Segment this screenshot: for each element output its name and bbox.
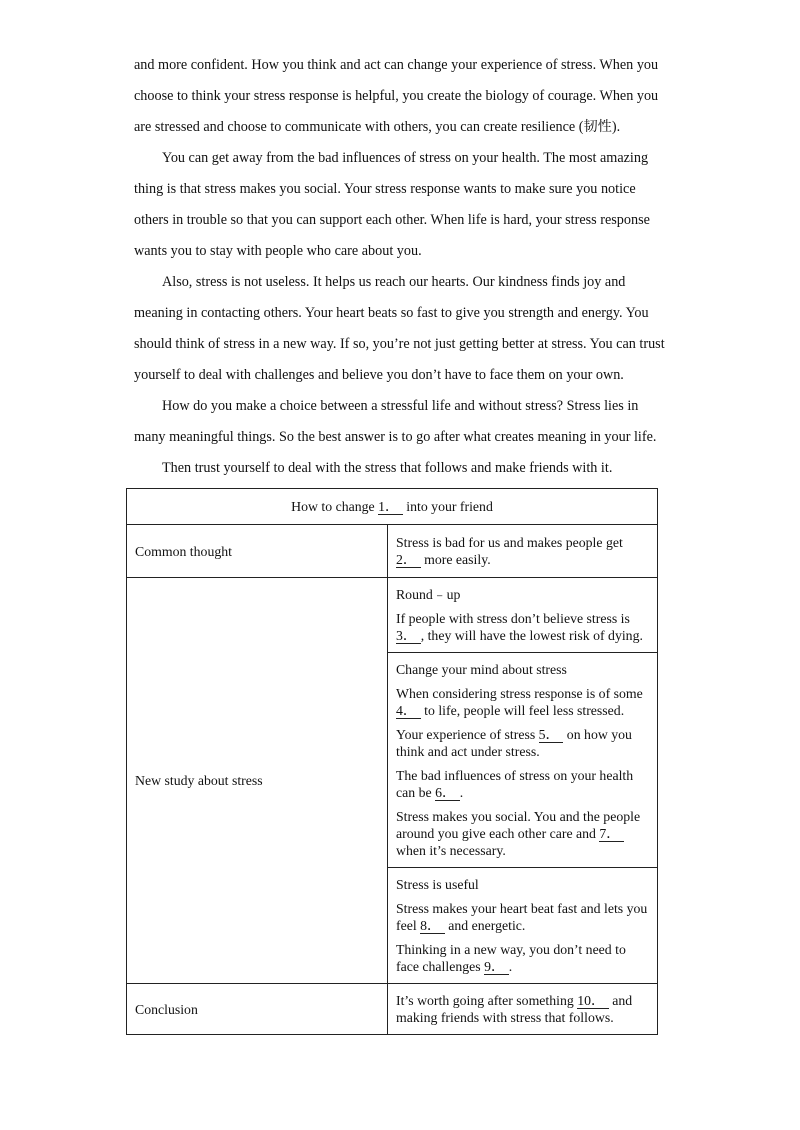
cell-text: on how you think and act under stress.	[395, 727, 632, 759]
cell-text: and energetic.	[444, 918, 526, 933]
conclusion-cell	[387, 984, 657, 1035]
cell-text: when it’s necessary.	[395, 843, 506, 858]
passage-line: thing is that stress makes you social. Your stress response wants to make sure you notice	[134, 181, 636, 197]
stress-useful-text	[396, 900, 649, 934]
cell-text: more easily.	[420, 552, 491, 567]
stress-useful-heading: Stress is useful	[395, 877, 479, 892]
new-study-label: New study about stress	[127, 578, 388, 984]
table-row	[127, 984, 658, 1035]
cell-text: Stress makes you social. You and the people around you give each other care and	[395, 809, 641, 841]
cell-text: .	[459, 785, 464, 800]
stress-useful-cell	[387, 868, 657, 984]
title-text: How to change	[291, 499, 379, 514]
table-title-row	[127, 489, 658, 525]
cell-text: When considering stress response is of some	[395, 686, 643, 701]
passage-line: are stressed and choose to communicate with others, you can create resilience (韧性).	[134, 119, 621, 135]
table-row	[127, 525, 658, 578]
cell-text: If people with stress don’t believe stress is	[395, 611, 630, 626]
common-thought-label: Common thought	[127, 525, 388, 578]
passage-line: and more confident. How you think and act can change your experience of stress. When you	[134, 57, 659, 73]
common-thought-cell	[387, 525, 657, 578]
cell-text: .	[508, 959, 513, 974]
passage-line: yourself to deal with challenges and believe you don’t have to face them on your own.	[134, 367, 624, 383]
change-mind-cell	[387, 653, 657, 868]
blank-2[interactable]: 2．	[396, 553, 421, 568]
passage-line: Also, stress is not useless. It helps us reach our hearts. Our kindness finds joy and	[162, 274, 626, 290]
stress-useful-text	[396, 941, 649, 975]
blank-5[interactable]: 5．	[539, 728, 564, 743]
passage-line: How do you make a choice between a stressful life and without stress? Stress lies in	[162, 398, 639, 414]
change-mind-heading: Change your mind about stress	[395, 662, 567, 677]
blank-4[interactable]: 4．	[396, 704, 421, 719]
change-mind-text	[396, 685, 649, 719]
title-text: into your friend	[402, 499, 493, 514]
passage-line: should think of stress in a new way. If so, you’re not just getting better at stress. You can trust	[134, 336, 665, 352]
passage-line: wants you to stay with people who care about you.	[134, 243, 422, 259]
passage-line: many meaningful things. So the best answer is to go after what creates meaning in your life.	[134, 429, 657, 445]
summary-table	[126, 488, 658, 1035]
blank-6[interactable]: 6．	[435, 786, 460, 801]
cell-text: and making friends with stress that follows.	[395, 993, 633, 1025]
roundup-text	[396, 610, 649, 644]
blank-8[interactable]: 8．	[420, 919, 445, 934]
change-mind-text	[396, 767, 649, 801]
roundup-heading: Round﹣up	[395, 587, 461, 602]
passage-line: You can get away from the bad influences of stress on your health. The most amazing	[162, 150, 649, 166]
passage-line: Then trust yourself to deal with the stress that follows and make friends with it.	[162, 460, 613, 476]
change-mind-text	[396, 808, 649, 859]
blank-1[interactable]: 1．	[378, 500, 403, 515]
passage-line: meaning in contacting others. Your heart beats so fast to give you strength and energy. You	[134, 305, 649, 321]
cell-text: Stress makes your heart beat fast and lets you feel	[395, 901, 648, 933]
conclusion-label: Conclusion	[127, 984, 388, 1035]
blank-3[interactable]: 3．	[396, 629, 421, 644]
blank-10[interactable]: 10．	[577, 994, 609, 1009]
blank-7[interactable]: 7．	[599, 827, 624, 842]
cell-text: Your experience of stress	[395, 727, 539, 742]
cell-text: Thinking in a new way, you don’t need to face challenges	[395, 942, 626, 974]
roundup-cell	[387, 578, 657, 653]
cell-text: The bad influences of stress on your health can be	[395, 768, 634, 800]
cell-text: Stress is bad for us and makes people get	[395, 535, 623, 550]
table-row	[127, 578, 658, 653]
table-title	[127, 489, 658, 525]
cell-text: It’s worth going after something	[395, 993, 578, 1008]
change-mind-text	[396, 726, 649, 760]
passage-line: others in trouble so that you can support each other. When life is hard, your stress response	[134, 212, 650, 228]
cell-text: to life, people will feel less stressed.	[420, 703, 625, 718]
blank-9[interactable]: 9．	[484, 960, 509, 975]
cell-text: , they will have the lowest risk of dying.	[420, 628, 643, 643]
passage-line: choose to think your stress response is helpful, you create the biology of courage. When you	[134, 88, 659, 104]
